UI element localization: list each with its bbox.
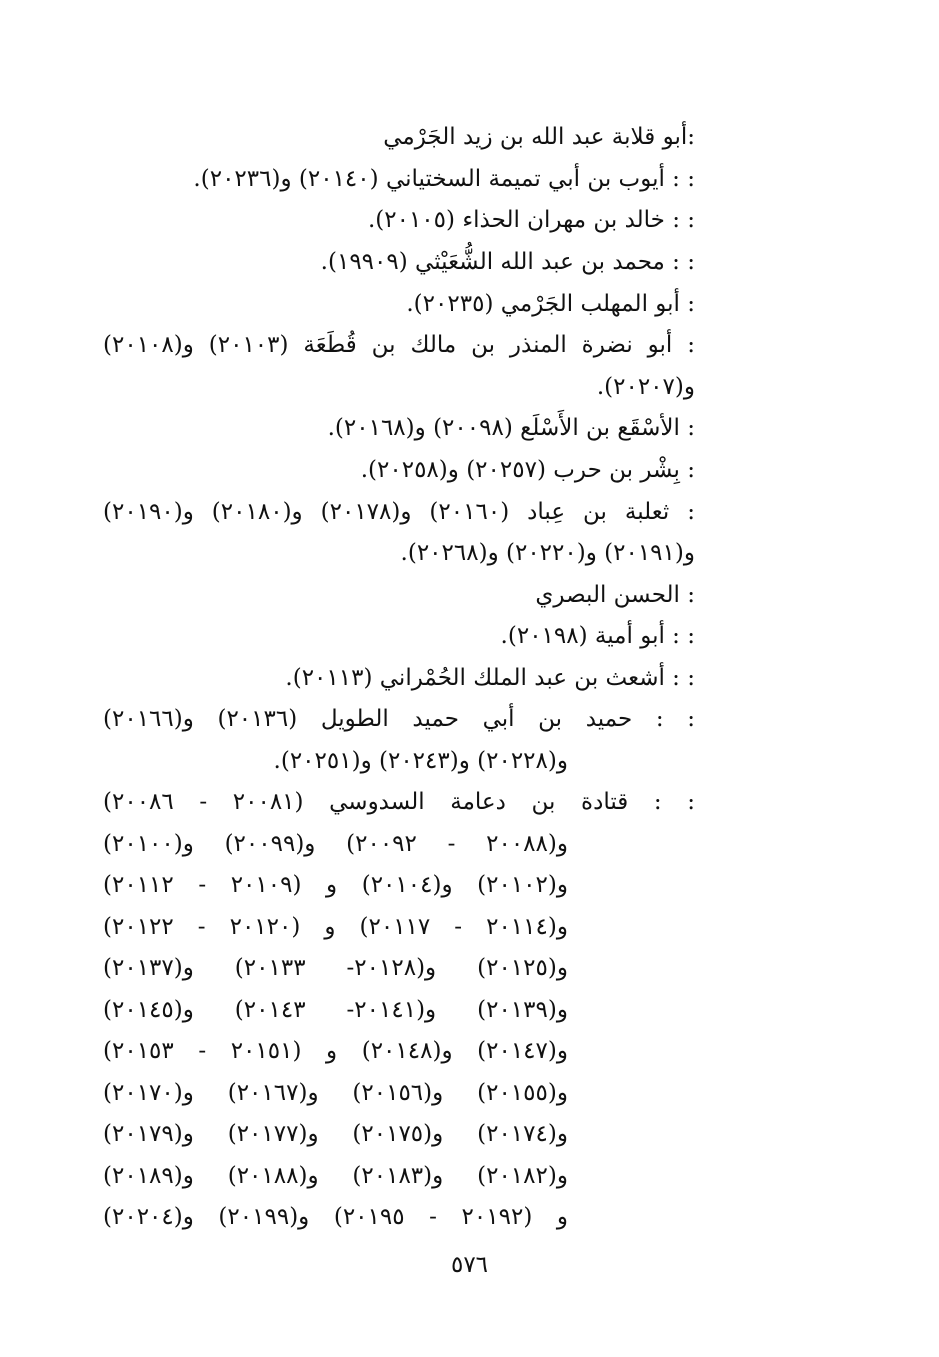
entry-continuation: و(٢٠١٠٢) و(٢٠١٠٤) و (٢٠١٠٩ - ٢٠١١٢) [103, 872, 568, 898]
page-number: ٥٧٦ [450, 1252, 489, 1278]
entry-line: : أبو نضرة المنذر بن مالك بن قُطَعَة (٢٠١٠٣) و(٢٠١٠٨) [103, 332, 695, 358]
entry-line: : بِشْر بن حرب (٢٠٢٥٧) و(٢٠٢٥٨). [360, 457, 695, 483]
entry-continuation: و(٢٠٢٠٧). [596, 374, 695, 400]
entry-line: : ثعلبة بن عِباد (٢٠١٦٠) و(٢٠١٧٨) و(٢٠١٨٠) و(٢٠١٩٠) [103, 499, 695, 525]
entry-continuation: و(٢٠١٥٥) و(٢٠١٥٦) و(٢٠١٦٧) و(٢٠١٧٠) [103, 1080, 568, 1106]
entry-heading: :أبو قلابة عبد الله بن زيد الجَرْمي [383, 124, 695, 150]
entry-continuation: و(٢٠١٨٢) و(٢٠١٨٣) و(٢٠١٨٨) و(٢٠١٨٩) [103, 1163, 568, 1189]
entry-continuation: و(٢٠١١٤ - ٢٠١١٧) و (٢٠١٢٠ - ٢٠١٢٢) [103, 914, 568, 940]
entry-heading: : الحسن البصري [535, 582, 695, 608]
entry-line: : أبو المهلب الجَرْمي (٢٠٢٣٥). [406, 291, 695, 317]
entry-subline: : : أشعث بن عبد الملك الحُمْراني (٢٠١١٣). [285, 665, 695, 691]
entry-continuation: و(٢٠١٧٤) و(٢٠١٧٥) و(٢٠١٧٧) و(٢٠١٧٩) [103, 1121, 568, 1147]
entry-line: : الأسْقَع بن الأَسْلَع (٢٠٠٩٨) و(٢٠١٦٨). [327, 415, 695, 441]
entry-continuation: و (٢٠١٩٢ - ٢٠١٩٥) و(٢٠١٩٩) و(٢٠٢٠٤) [103, 1204, 568, 1230]
entry-subline: : : خالد بن مهران الحذاء (٢٠١٠٥). [367, 207, 695, 233]
entry-subline: : : حميد بن أبي حميد الطويل (٢٠١٣٦) و(٢٠١٦٦) [103, 706, 695, 732]
entry-subline: : : قتادة بن دعامة السدوسي (٢٠٠٨١ - ٢٠٠٨٦) [103, 789, 695, 815]
entry-subline: : : أيوب بن أبي تميمة السختياني (٢٠١٤٠) و(٢٠٢٣٦). [193, 166, 695, 192]
entry-continuation: و(٢٠١٣٩) و(٢٠١٤١- ٢٠١٤٣) و(٢٠١٤٥) [103, 997, 568, 1023]
entry-continuation: و(٢٠١٤٧) و(٢٠١٤٨) و (٢٠١٥١ - ٢٠١٥٣) [103, 1038, 568, 1064]
entry-continuation: و(٢٠١٩١) و(٢٠٢٢٠) و(٢٠٢٦٨). [400, 540, 695, 566]
entry-continuation: و(٢٠١٢٥) و(٢٠١٢٨- ٢٠١٣٣) و(٢٠١٣٧) [103, 955, 568, 981]
entry-subline: : : أبو أمية (٢٠١٩٨). [500, 623, 695, 649]
entry-subline: : : محمد بن عبد الله الشُّعَيْثي (١٩٩٠٩). [320, 249, 695, 275]
entry-continuation: و(٢٠٢٢٨) و(٢٠٢٤٣) و(٢٠٢٥١). [273, 748, 568, 774]
entry-continuation: و(٢٠٠٨٨ - ٢٠٠٩٢) و(٢٠٠٩٩) و(٢٠١٠٠) [103, 831, 568, 857]
